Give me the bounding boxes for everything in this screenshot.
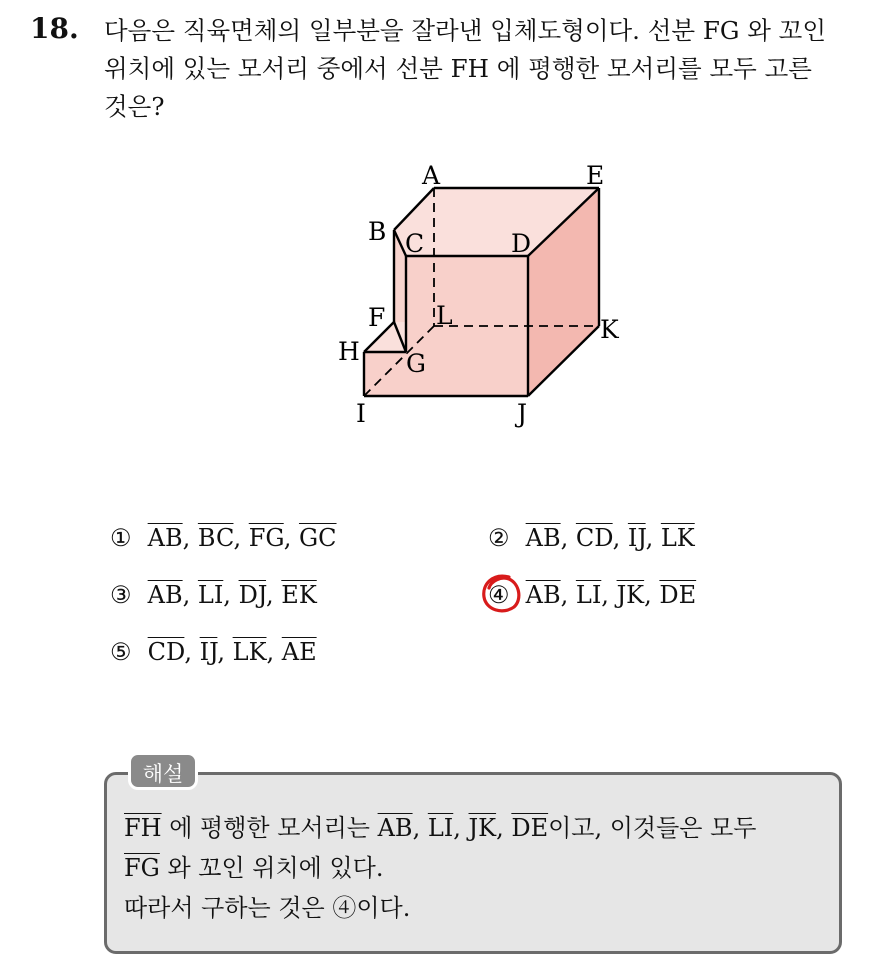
label-I: I [356,399,366,428]
answer-circle-mark [479,572,523,616]
choice-2-seg-2: $\overline{CD}$ [575,524,613,552]
label-L: L [436,301,453,330]
choice-4[interactable]: ④ $\overline{AB}$, $\overline{LI}$, $\overline{JK}$, $\overline{DE}$ [488,581,697,609]
choice-2-seg-4: $\overline{LK}$ [660,524,695,552]
choice-3[interactable]: ③ $\overline{AB}$, $\overline{LI}$, $\overline{DJ}$, $\overline{EK}$ [110,581,317,609]
label-K: K [600,315,619,344]
choice-5-seg-4: $\overline{AE}$ [281,638,317,666]
choice-4-seg-1: $\overline{AB}$ [525,581,561,609]
choice-1-seg-2: $\overline{BC}$ [197,524,234,552]
question-line-2: 위치에 있는 모서리 중에서 선분 FH 에 평행한 모서리를 모두 고른 [104,54,812,83]
choice-5[interactable]: ⑤ $\overline{CD}$, $\overline{IJ}$, $\overline{LK}$, $\overline{AE}$ [110,638,317,666]
explanation-seg-de: $\overline{DE}$ [511,814,549,842]
label-C: C [405,229,425,258]
explanation-line-1: $\overline{FH}$ 에 평행한 모서리는 $\overline{AB}$, $\overline{LI}$, $\overline{JK}$, $\overline{DE}$이고, 이것들은 모두 [124,814,757,842]
choice-5-seg-3: $\overline{LK}$ [232,638,267,666]
explanation-line-2-text: 와 꼬인 위치에 있다. [159,854,384,882]
choice-4-seg-2: $\overline{LI}$ [575,581,602,609]
choice-3-seg-2: $\overline{LI}$ [197,581,224,609]
label-H: H [338,337,360,366]
explanation-seg-fh: $\overline{FH}$ [124,814,162,842]
label-J: J [517,399,528,428]
label-D: D [511,229,532,258]
explanation-line-2 [124,848,834,888]
choice-5-mark: ⑤ [110,638,132,666]
choice-4-seg-3: $\overline{JK}$ [616,581,645,609]
choice-4-seg-4: $\overline{DE}$ [659,581,697,609]
choice-1-mark: ① [110,524,132,552]
label-G: G [406,349,426,378]
choice-3-seg-3: $\overline{DJ}$ [238,581,267,609]
choice-2-seg-1: $\overline{AB}$ [525,524,561,552]
choice-3-seg-4: $\overline{EK}$ [281,581,317,609]
choice-5-seg-2: $\overline{IJ}$ [199,638,218,666]
label-F: F [368,303,386,332]
choice-1-seg-3: $\overline{FG}$ [248,524,284,552]
explanation-seg-fg: $\overline{FG}$ [124,854,160,882]
choice-1[interactable]: ① $\overline{AB}$, $\overline{BC}$, $\overline{FG}$, $\overline{GC}$ [110,524,337,552]
explanation-tab: 해설 [128,752,198,790]
choice-2-seg-3: $\overline{IJ}$ [627,524,646,552]
explanation-text-b: 이고, 이것들은 모두 [548,814,757,842]
explanation-seg-jk: $\overline{JK}$ [468,814,497,842]
choice-5-seg-1: $\overline{CD}$ [147,638,185,666]
choice-1-seg-1: $\overline{AB}$ [147,524,183,552]
choice-3-seg-1: $\overline{AB}$ [147,581,183,609]
label-B: B [368,217,387,246]
explanation-seg-ab: $\overline{AB}$ [377,814,413,842]
explanation-text [124,808,834,928]
choice-3-mark: ③ [110,581,132,609]
question-line-3: 것은? [104,92,165,121]
choice-2-mark: ② [488,524,510,552]
explanation-line-3: 따라서 구하는 것은 ④이다. [124,894,411,922]
question-line-1: 다음은 직육면체의 일부분을 잘라낸 입체도형이다. 선분 FG 와 꼬인 [104,16,827,45]
explanation-seg-li: $\overline{LI}$ [427,814,454,842]
question-number: 18. [30,12,79,45]
label-E: E [586,161,605,190]
explanation-text-a: 에 평행한 모서리는 [161,814,378,842]
choice-1-seg-4: $\overline{GC}$ [298,524,337,552]
label-A: A [422,161,441,190]
choice-2[interactable]: ② $\overline{AB}$, $\overline{CD}$, $\overline{IJ}$, $\overline{LK}$ [488,524,695,552]
choice-4-mark: ④ [488,581,510,609]
